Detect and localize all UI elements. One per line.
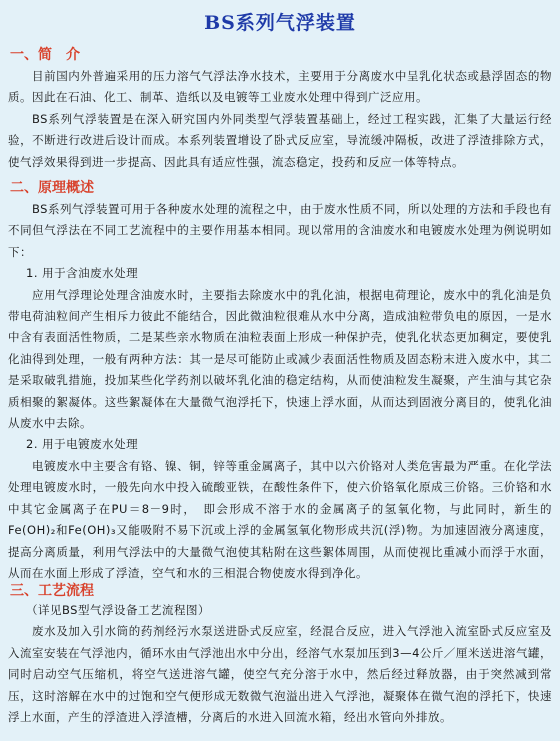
section-heading-principle: 二、原理概述: [10, 180, 94, 196]
section-heading-intro: 一、简 介: [10, 47, 80, 63]
paragraph: 应用气浮理论处理含油废水时，主要指去除废水中的乳化油，根据电荷理论，废水中的乳化油是负带电荷油粒间产生相斥力彼此不能结合，因此微油粒很难从水中分离，造成油粒带负电的原因，一是水中含有表面活性物质，二是某些亲水物质在油粒表面上形成一种保护壳，使乳化状态更加稠定，要使乳化油得到处理，一般有两种方法：其一是尽可能防止或减少表面活性物质及固态粉末进入废水中，其二是采取破乳措施，投加某些化学药剂以破坏乳化油的稳定结构，从而使油粒发生凝聚，产生油与其它杂质相聚的絮凝体。这些絮凝体在大量微气泡浮托下，快速上浮水面，从而达到固液分离目的，使乳化油从废水中去除。: [8, 287, 552, 431]
section-heading-process: 三、工艺流程: [10, 583, 94, 599]
process-note: （详见BS型气浮设备工艺流程图）: [26, 603, 210, 617]
section-body-principle: [8, 199, 552, 584]
section-body-process: [8, 600, 552, 728]
paragraph: BS系列气浮装置是在深入研究国内外同类型气浮装置基础上，经过工程实践，汇集了大量运行经验，不断进行改进后设计而成。本系列装置增设了卧式反应室，导流缓冲隔板，改进了浮渣排除方式，使气浮效果得到进一步提高、因此具有适应性强，流态稳定，投药和反应一体等特点。: [8, 111, 552, 169]
paragraph: 目前国内外普遍采用的压力溶气气浮法净水技术，主要用于分离废水中呈乳化状态或悬浮固态的物质。因此在石油、化工、制革、造纸以及电镀等工业废水处理中得到广泛应用。: [8, 69, 552, 105]
paragraph: 废水及加入引水筒的药剂经污水泵送进卧式反应室，经混合反应，进入气浮池入流室卧式反应室及入流室安装在气浮池内，循环水由气浮池出水中分出，经溶气水泵加压到3—4公斤／厘米送进溶气罐，同时启动空气压缩机，将空气送进溶气罐，使空气充分溶于水中，然后经过释放器，由于突然减到常压，这时溶解在水中的过饱和空气便形成无数微气泡溢出进入气浮池，凝聚体在微气泡的浮托下，快速浮上水面，产生的浮渣进入浮渣槽，分离后的水进入回流水箱，经出水管向外排放。: [8, 624, 552, 725]
paragraph: BS系列气浮装置可用于各种废水处理的流程之中，由于废水性质不同，所以处理的方法和手段也有不同但气浮法在不同工艺流程中的主要作用基本相同。现以常用的含油废水和电镀废水处理为例说明如下：: [8, 202, 552, 259]
subheading-oil: 1. 用于含油废水处理: [26, 266, 139, 281]
paragraph: 电镀废水中主要含有铬、镍、铜，锌等重金属离子，其中以六价铬对人类危害最为严重。在化学法处理电镀废水时，一般先向水中投入硫酸亚铁，在酸性条件下，使六价铬氧化原成三价铬。三价铬和水中其它金属离子在PU＝8－9时， 即会形成不溶于水的金属离子的氢氧化物，与此同时，新生的Fe(OH)₂和Fe(OH)₃又能吸附不易下沉或上浮的金属氢氧化物形成共沉(浮)物。为加速固液分离速度，提高分离质量，利用气浮法中的大量微气泡使其粘附在这些絮体周围，从而使视比重减小而浮于水面，从而在水面上形成了浮渣，空气和水的三相混合物使废水得到净化。: [8, 458, 552, 580]
page-title: BS系列气浮装置: [204, 12, 356, 34]
subheading-plating: 2. 用于电镀废水处理: [26, 437, 139, 452]
section-body-intro: [8, 66, 552, 173]
